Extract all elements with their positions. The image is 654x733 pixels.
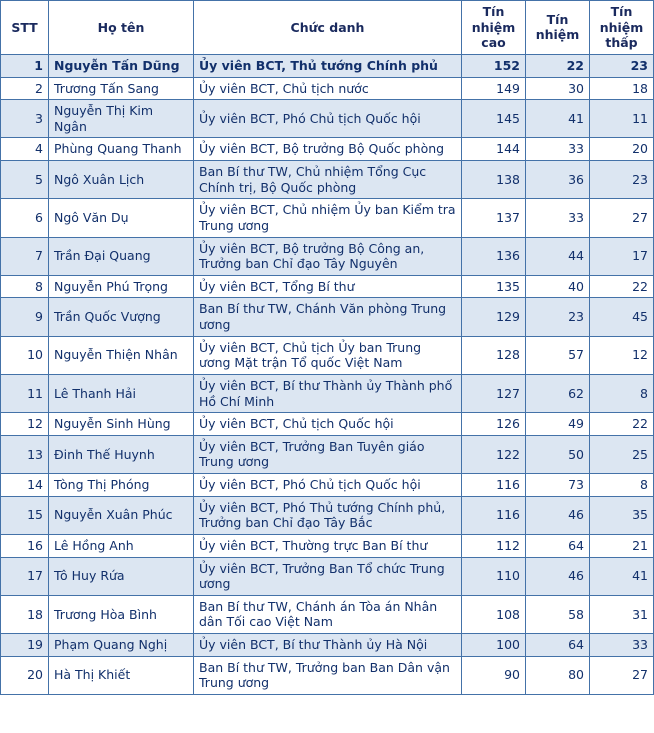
cell-low-confidence: 23 <box>590 54 654 77</box>
cell-confidence: 33 <box>526 138 590 161</box>
cell-low-confidence: 31 <box>590 595 654 633</box>
cell-name: Trương Hòa Bình <box>49 595 194 633</box>
cell-title: Ủy viên BCT, Chủ nhiệm Ủy ban Kiểm tra Trung ương <box>194 199 462 237</box>
cell-name: Hà Thị Khiết <box>49 656 194 694</box>
table-row <box>1 474 654 497</box>
table-body <box>1 54 654 694</box>
cell-low-confidence: 20 <box>590 138 654 161</box>
cell-name: Đinh Thế Huynh <box>49 435 194 473</box>
cell-title: Ủy viên BCT, Chủ tịch Quốc hội <box>194 413 462 436</box>
cell-name: Lê Hồng Anh <box>49 534 194 557</box>
cell-high-confidence: 127 <box>462 374 526 412</box>
cell-low-confidence: 8 <box>590 474 654 497</box>
cell-title: Ban Bí thư TW, Chánh án Tòa án Nhân dân Tối cao Việt Nam <box>194 595 462 633</box>
cell-stt: 9 <box>1 298 49 336</box>
table-row <box>1 199 654 237</box>
cell-stt: 13 <box>1 435 49 473</box>
cell-stt: 1 <box>1 54 49 77</box>
cell-confidence: 80 <box>526 656 590 694</box>
table-row <box>1 336 654 374</box>
cell-high-confidence: 122 <box>462 435 526 473</box>
table-row <box>1 275 654 298</box>
cell-confidence: 62 <box>526 374 590 412</box>
cell-name: Ngô Xuân Lịch <box>49 161 194 199</box>
cell-low-confidence: 33 <box>590 634 654 657</box>
cell-name: Tòng Thị Phóng <box>49 474 194 497</box>
cell-name: Phùng Quang Thanh <box>49 138 194 161</box>
cell-stt: 2 <box>1 77 49 100</box>
cell-title: Ủy viên BCT, Phó Thủ tướng Chính phủ, Trưởng ban Chỉ đạo Tây Bắc <box>194 496 462 534</box>
cell-high-confidence: 138 <box>462 161 526 199</box>
cell-stt: 10 <box>1 336 49 374</box>
cell-confidence: 41 <box>526 100 590 138</box>
column-header-high-confidence: Tín nhiệm cao <box>462 1 526 55</box>
cell-title: Ủy viên BCT, Bộ trưởng Bộ Quốc phòng <box>194 138 462 161</box>
table-row <box>1 100 654 138</box>
cell-title: Ủy viên BCT, Phó Chủ tịch Quốc hội <box>194 100 462 138</box>
cell-name: Trần Quốc Vượng <box>49 298 194 336</box>
cell-stt: 17 <box>1 557 49 595</box>
cell-title: Ủy viên BCT, Phó Chủ tịch Quốc hội <box>194 474 462 497</box>
cell-title: Ban Bí thư TW, Chánh Văn phòng Trung ương <box>194 298 462 336</box>
cell-title: Ủy viên BCT, Bí thư Thành ủy Thành phố Hồ Chí Minh <box>194 374 462 412</box>
table-row <box>1 656 654 694</box>
cell-low-confidence: 45 <box>590 298 654 336</box>
cell-confidence: 58 <box>526 595 590 633</box>
cell-title: Ủy viên BCT, Thủ tướng Chính phủ <box>194 54 462 77</box>
table-row <box>1 534 654 557</box>
cell-low-confidence: 25 <box>590 435 654 473</box>
cell-confidence: 23 <box>526 298 590 336</box>
table-row <box>1 138 654 161</box>
table-row <box>1 595 654 633</box>
cell-name: Trương Tấn Sang <box>49 77 194 100</box>
cell-high-confidence: 137 <box>462 199 526 237</box>
cell-stt: 5 <box>1 161 49 199</box>
column-header-stt: STT <box>1 1 49 55</box>
column-header-name: Họ tên <box>49 1 194 55</box>
cell-low-confidence: 12 <box>590 336 654 374</box>
cell-title: Ủy viên BCT, Chủ tịch nước <box>194 77 462 100</box>
cell-low-confidence: 22 <box>590 413 654 436</box>
table-row <box>1 374 654 412</box>
cell-high-confidence: 128 <box>462 336 526 374</box>
cell-title: Ủy viên BCT, Bí thư Thành ủy Hà Nội <box>194 634 462 657</box>
cell-name: Tô Huy Rứa <box>49 557 194 595</box>
cell-name: Nguyễn Tấn Dũng <box>49 54 194 77</box>
cell-title: Ủy viên BCT, Tổng Bí thư <box>194 275 462 298</box>
table-row <box>1 237 654 275</box>
cell-confidence: 49 <box>526 413 590 436</box>
cell-confidence: 50 <box>526 435 590 473</box>
cell-stt: 3 <box>1 100 49 138</box>
cell-high-confidence: 129 <box>462 298 526 336</box>
cell-low-confidence: 21 <box>590 534 654 557</box>
table-row <box>1 557 654 595</box>
cell-stt: 11 <box>1 374 49 412</box>
cell-high-confidence: 116 <box>462 474 526 497</box>
column-header-low-confidence: Tín nhiệm thấp <box>590 1 654 55</box>
cell-name: Trần Đại Quang <box>49 237 194 275</box>
cell-name: Phạm Quang Nghị <box>49 634 194 657</box>
column-header-confidence: Tín nhiệm <box>526 1 590 55</box>
cell-stt: 15 <box>1 496 49 534</box>
cell-name: Ngô Văn Dụ <box>49 199 194 237</box>
cell-high-confidence: 100 <box>462 634 526 657</box>
cell-stt: 6 <box>1 199 49 237</box>
table-row <box>1 496 654 534</box>
cell-stt: 4 <box>1 138 49 161</box>
cell-confidence: 36 <box>526 161 590 199</box>
cell-title: Ủy viên BCT, Trưởng Ban Tổ chức Trung ương <box>194 557 462 595</box>
cell-high-confidence: 116 <box>462 496 526 534</box>
cell-stt: 12 <box>1 413 49 436</box>
cell-high-confidence: 90 <box>462 656 526 694</box>
table-row <box>1 435 654 473</box>
cell-low-confidence: 18 <box>590 77 654 100</box>
table-row <box>1 161 654 199</box>
cell-low-confidence: 17 <box>590 237 654 275</box>
cell-high-confidence: 135 <box>462 275 526 298</box>
cell-confidence: 46 <box>526 557 590 595</box>
cell-title: Ủy viên BCT, Bộ trưởng Bộ Công an, Trưởng ban Chỉ đạo Tây Nguyên <box>194 237 462 275</box>
cell-stt: 20 <box>1 656 49 694</box>
cell-name: Nguyễn Thị Kim Ngân <box>49 100 194 138</box>
cell-confidence: 64 <box>526 634 590 657</box>
cell-name: Nguyễn Phú Trọng <box>49 275 194 298</box>
cell-title: Ủy viên BCT, Thường trực Ban Bí thư <box>194 534 462 557</box>
cell-low-confidence: 8 <box>590 374 654 412</box>
cell-title: Ủy viên BCT, Chủ tịch Ủy ban Trung ương Mặt trận Tổ quốc Việt Nam <box>194 336 462 374</box>
cell-name: Nguyễn Thiện Nhân <box>49 336 194 374</box>
cell-confidence: 46 <box>526 496 590 534</box>
table-header <box>1 1 654 55</box>
cell-title: Ủy viên BCT, Trưởng Ban Tuyên giáo Trung ương <box>194 435 462 473</box>
cell-stt: 14 <box>1 474 49 497</box>
cell-stt: 19 <box>1 634 49 657</box>
table-header-row <box>1 1 654 55</box>
table-row <box>1 77 654 100</box>
cell-name: Nguyễn Xuân Phúc <box>49 496 194 534</box>
table-row <box>1 54 654 77</box>
cell-title: Ban Bí thư TW, Trưởng ban Ban Dân vận Trung ương <box>194 656 462 694</box>
cell-low-confidence: 22 <box>590 275 654 298</box>
table-row <box>1 298 654 336</box>
cell-high-confidence: 149 <box>462 77 526 100</box>
cell-stt: 18 <box>1 595 49 633</box>
cell-low-confidence: 23 <box>590 161 654 199</box>
cell-confidence: 40 <box>526 275 590 298</box>
cell-confidence: 57 <box>526 336 590 374</box>
cell-stt: 8 <box>1 275 49 298</box>
cell-high-confidence: 110 <box>462 557 526 595</box>
cell-low-confidence: 41 <box>590 557 654 595</box>
cell-high-confidence: 126 <box>462 413 526 436</box>
cell-name: Nguyễn Sinh Hùng <box>49 413 194 436</box>
cell-low-confidence: 11 <box>590 100 654 138</box>
cell-high-confidence: 152 <box>462 54 526 77</box>
cell-stt: 16 <box>1 534 49 557</box>
cell-confidence: 64 <box>526 534 590 557</box>
cell-confidence: 33 <box>526 199 590 237</box>
cell-name: Lê Thanh Hải <box>49 374 194 412</box>
cell-low-confidence: 27 <box>590 656 654 694</box>
cell-confidence: 22 <box>526 54 590 77</box>
cell-stt: 7 <box>1 237 49 275</box>
cell-low-confidence: 27 <box>590 199 654 237</box>
cell-confidence: 30 <box>526 77 590 100</box>
cell-high-confidence: 108 <box>462 595 526 633</box>
column-header-title: Chức danh <box>194 1 462 55</box>
table-row <box>1 413 654 436</box>
cell-confidence: 73 <box>526 474 590 497</box>
cell-confidence: 44 <box>526 237 590 275</box>
cell-high-confidence: 144 <box>462 138 526 161</box>
cell-high-confidence: 136 <box>462 237 526 275</box>
cell-title: Ban Bí thư TW, Chủ nhiệm Tổng Cục Chính trị, Bộ Quốc phòng <box>194 161 462 199</box>
table-row <box>1 634 654 657</box>
cell-high-confidence: 145 <box>462 100 526 138</box>
cell-low-confidence: 35 <box>590 496 654 534</box>
cell-high-confidence: 112 <box>462 534 526 557</box>
